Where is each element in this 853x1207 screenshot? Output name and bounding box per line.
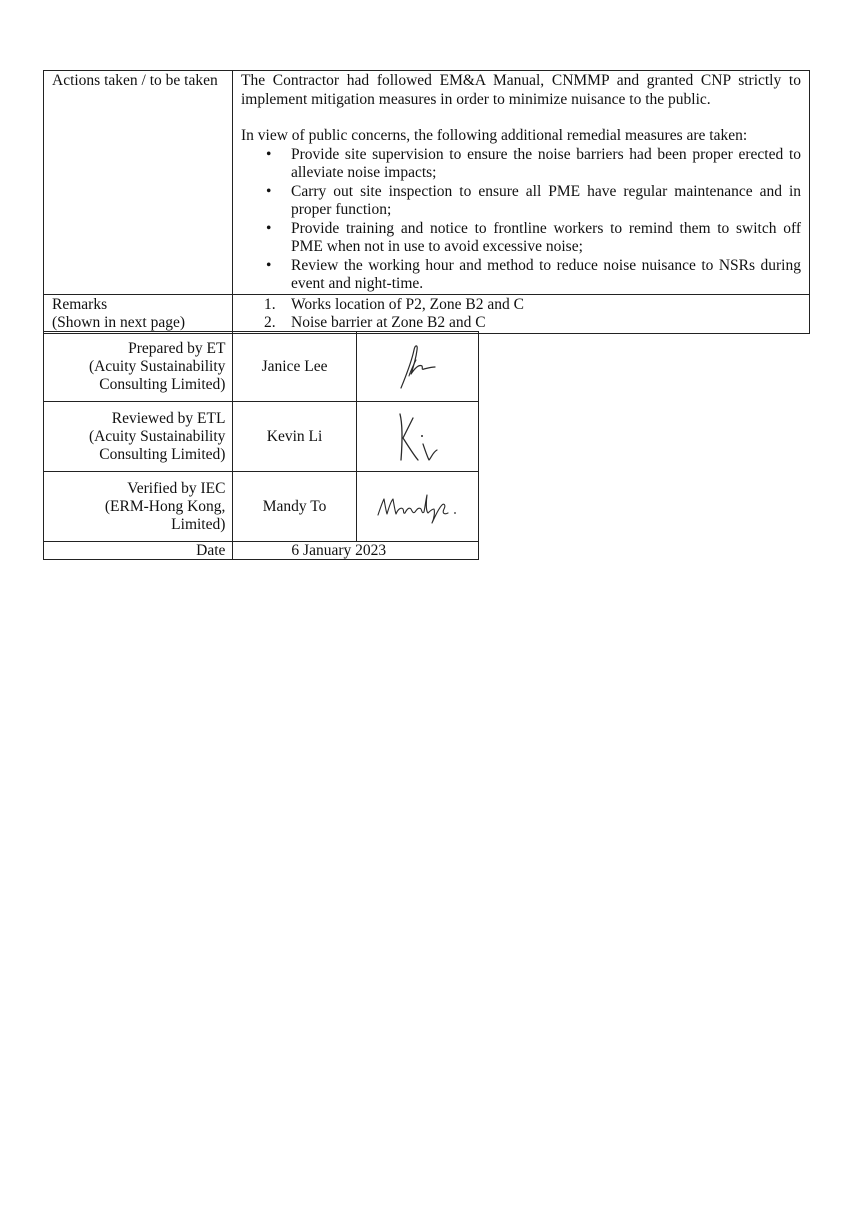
signature-kevin-li-icon	[387, 408, 447, 466]
name-prepared: Janice Lee	[233, 332, 356, 402]
signoff-table	[43, 331, 479, 560]
actions-content	[233, 71, 810, 295]
signoff-row-reviewed	[44, 402, 479, 472]
name-reviewed: Kevin Li	[233, 402, 356, 472]
remarks-label: Remarks (Shown in next page)	[44, 294, 233, 333]
actions-intro: The Contractor had followed EM&A Manual, CNMMP and granted CNP strictly to implement mitigation measures in order to minimize nuisance to the public.	[241, 72, 801, 108]
bullet-icon: •	[266, 182, 272, 200]
remarks-row	[44, 294, 810, 333]
signature-verified	[356, 472, 478, 542]
actions-lead: In view of public concerns, the following additional remedial measures are taken:	[241, 127, 748, 144]
list-item: • Provide training and notice to frontline workers to remind them to switch off PME when not in use to avoid excessive noise;	[266, 219, 801, 255]
list-item: • Review the working hour and method to reduce noise nuisance to NSRs during event and night-time.	[266, 256, 801, 292]
signature-janice-lee-icon	[387, 342, 447, 392]
signoff-row-prepared	[44, 332, 479, 402]
remarks-list	[241, 296, 801, 333]
date-value: 6 January 2023	[233, 542, 479, 560]
list-item: • Provide site supervision to ensure the noise barriers had been proper erected to alleviate noise impacts;	[266, 145, 801, 181]
name-verified: Mandy To	[233, 472, 356, 542]
actions-row	[44, 71, 810, 295]
bullet-icon: •	[266, 256, 272, 274]
signature-prepared	[356, 332, 478, 402]
date-label: Date	[44, 542, 233, 560]
list-item: 1. Works location of P2, Zone B2 and C	[264, 295, 524, 313]
actions-remarks-table	[43, 70, 810, 334]
actions-label: Actions taken / to be taken	[44, 71, 233, 295]
remedial-measures-list	[241, 146, 801, 294]
signoff-row-verified	[44, 472, 479, 542]
remarks-content	[233, 294, 810, 333]
role-reviewed: Reviewed by ETL (Acuity Sustainability Consulting Limited)	[44, 402, 233, 472]
bullet-icon: •	[266, 145, 272, 163]
date-row	[44, 542, 479, 560]
list-item: 2. Noise barrier at Zone B2 and C	[264, 314, 486, 331]
signature-reviewed	[356, 402, 478, 472]
role-prepared: Prepared by ET (Acuity Sustainability Consulting Limited)	[44, 332, 233, 402]
signature-mandy-to-icon	[372, 489, 462, 525]
role-verified: Verified by IEC (ERM-Hong Kong, Limited)	[44, 472, 233, 542]
bullet-icon: •	[266, 219, 272, 237]
list-item: • Carry out site inspection to ensure all PME have regular maintenance and in proper function;	[266, 182, 801, 218]
